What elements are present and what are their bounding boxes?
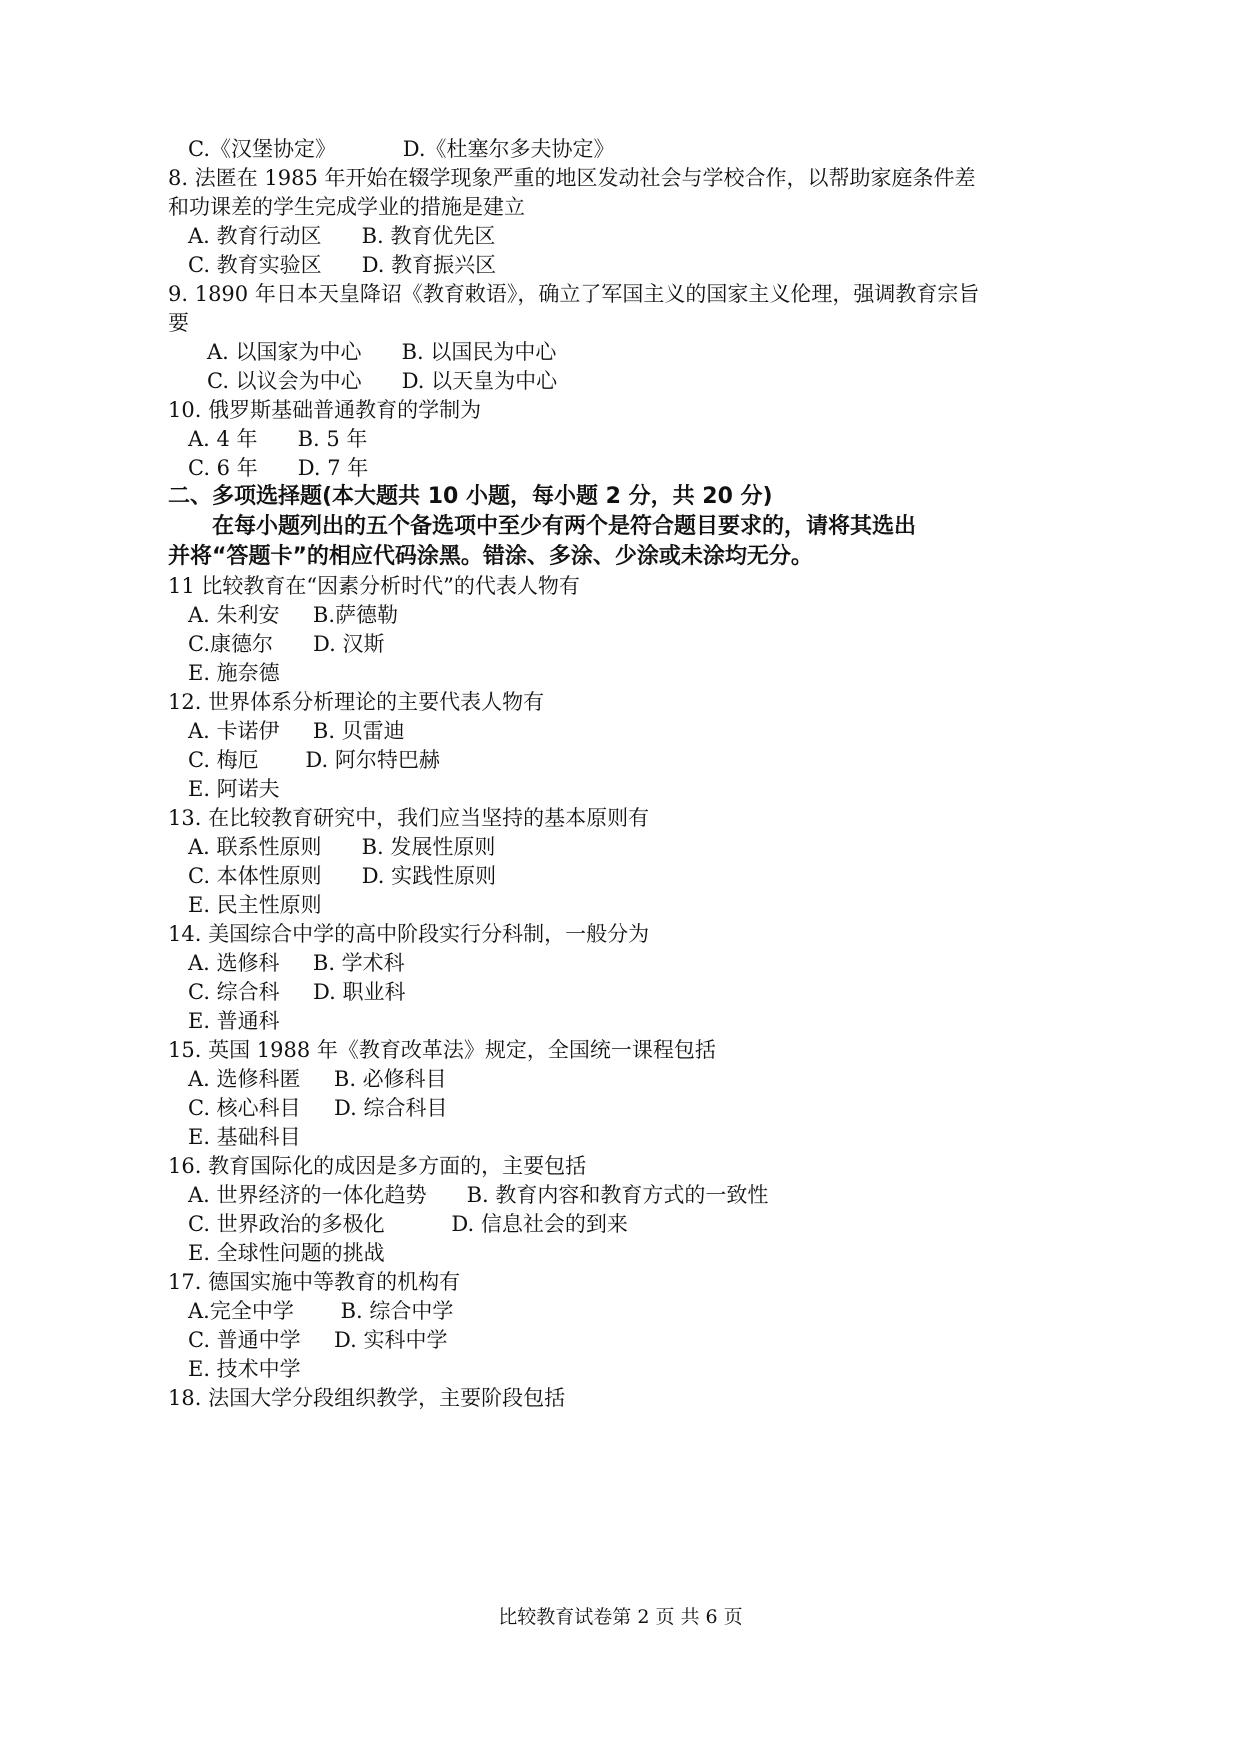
q12-options-cd: C. 梅厄 D. 阿尔特巴赫 <box>188 748 440 772</box>
q16-options-ab: A. 世界经济的一体化趋势 B. 教育内容和教育方式的一致性 <box>188 1183 769 1207</box>
q12-options-ab: A. 卡诺伊 B. 贝雷迪 <box>188 719 405 743</box>
q8-options-ab: A. 教育行动区 B. 教育优先区 <box>188 224 496 248</box>
q15-stem: 15. 英国 1988 年《教育改革法》规定，全国统一课程包括 <box>168 1038 716 1062</box>
q11-stem: 11 比较教育在“因素分析时代”的代表人物有 <box>168 574 580 598</box>
q12-option-e: E. 阿诺夫 <box>188 777 280 801</box>
q15-options-ab: A. 选修科匿 B. 必修科目 <box>188 1067 447 1091</box>
q7-options-cd: C.《汉堡协定》 D.《杜塞尔多夫协定》 <box>188 137 615 161</box>
section-two-instructions-cont: 并将“答题卡”的相应代码涂黑。错涂、多涂、少涂或未涂均无分。 <box>168 544 813 569</box>
q11-options-cd: C.康德尔 D. 汉斯 <box>188 632 385 656</box>
q13-stem: 13. 在比较教育研究中，我们应当坚持的基本原则有 <box>168 806 650 830</box>
q13-options-ab: A. 联系性原则 B. 发展性原则 <box>188 835 496 859</box>
q10-options-ab: A. 4 年 B. 5 年 <box>188 427 368 451</box>
q16-option-e: E. 全球性问题的挑战 <box>188 1241 385 1265</box>
page-footer: 比较教育试卷第 2 页 共 6 页 <box>498 1606 743 1628</box>
q9-options-ab: A. 以国家为中心 B. 以国民为中心 <box>207 340 557 364</box>
q17-options-cd: C. 普通中学 D. 实科中学 <box>188 1328 448 1352</box>
q15-option-e: E. 基础科目 <box>188 1125 301 1149</box>
q18-stem: 18. 法国大学分段组织教学，主要阶段包括 <box>168 1386 566 1410</box>
q14-option-e: E. 普通科 <box>188 1009 280 1033</box>
q11-options-ab: A. 朱利安 B.萨德勒 <box>188 603 398 627</box>
q8-stem: 8. 法匿在 1985 年开始在辍学现象严重的地区发动社会与学校合作，以帮助家庭条件差 <box>168 166 976 190</box>
q16-options-cd: C. 世界政治的多极化 D. 信息社会的到来 <box>188 1212 628 1236</box>
q8-stem-cont: 和功课差的学生完成学业的措施是建立 <box>168 195 525 219</box>
section-two-heading: 二、多项选择题(本大题共 10 小题，每小题 2 分，共 20 分) <box>168 484 773 509</box>
q14-stem: 14. 美国综合中学的高中阶段实行分科制，一般分为 <box>168 922 650 946</box>
q8-options-cd: C. 教育实验区 D. 教育振兴区 <box>188 253 497 277</box>
q13-option-e: E. 民主性原则 <box>188 893 322 917</box>
q10-options-cd: C. 6 年 D. 7 年 <box>188 456 369 480</box>
q12-stem: 12. 世界体系分析理论的主要代表人物有 <box>168 690 545 714</box>
q17-options-ab: A.完全中学 B. 综合中学 <box>188 1299 454 1323</box>
q10-stem: 10. 俄罗斯基础普通教育的学制为 <box>168 398 482 422</box>
q15-options-cd: C. 核心科目 D. 综合科目 <box>188 1096 448 1120</box>
q13-options-cd: C. 本体性原则 D. 实践性原则 <box>188 864 497 888</box>
section-two-instructions: 在每小题列出的五个备选项中至少有两个是符合题目要求的，请将其选出 <box>212 514 917 539</box>
q9-stem: 9. 1890 年日本天皇降诏《教育敕语》，确立了军国主义的国家主义伦理，强调教育宗旨 <box>168 282 980 306</box>
q17-stem: 17. 德国实施中等教育的机构有 <box>168 1270 461 1294</box>
q16-stem: 16. 教育国际化的成因是多方面的，主要包括 <box>168 1154 587 1178</box>
q14-options-cd: C. 综合科 D. 职业科 <box>188 980 406 1004</box>
q11-option-e: E. 施奈德 <box>188 661 280 685</box>
q9-stem-cont: 要 <box>168 311 189 335</box>
q9-options-cd: C. 以议会为中心 D. 以天皇为中心 <box>207 369 558 393</box>
q17-option-e: E. 技术中学 <box>188 1357 301 1381</box>
q14-options-ab: A. 选修科 B. 学术科 <box>188 951 405 975</box>
